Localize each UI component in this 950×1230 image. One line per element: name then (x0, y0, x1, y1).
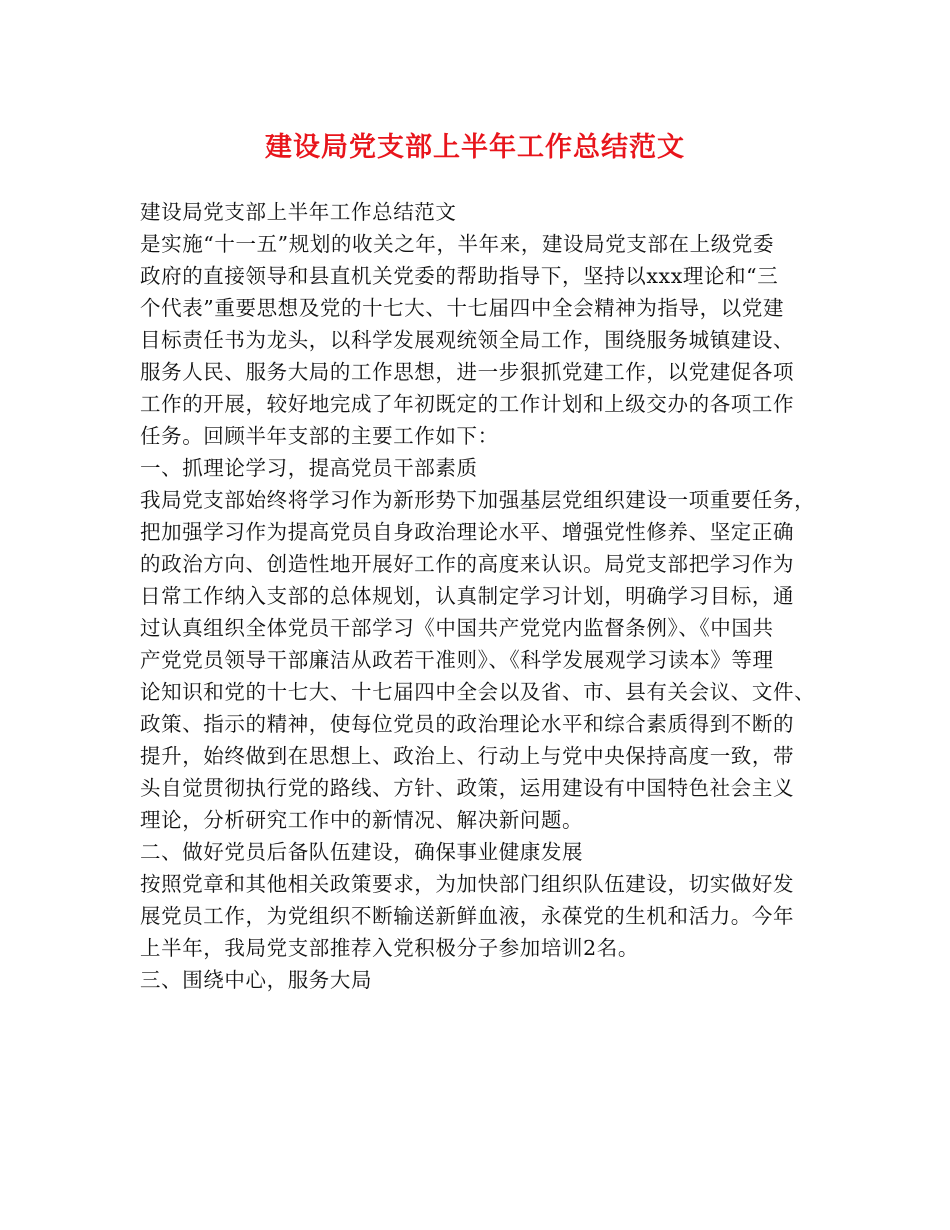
document-body (140, 196, 830, 996)
body-line: 建设局党支部上半年工作总结范文 (140, 200, 457, 224)
body-line: 我局党支部始终将学习作为新形势下加强基层党组织建设一项重要任务， (140, 488, 816, 512)
body-line: 上半年，我局党支部推荐入党积极分子参加培训2名。 (140, 936, 639, 960)
body-line: 把加强学习作为提高党员自身政治理论水平、增强党性修养、坚定正确 (140, 520, 795, 544)
section-heading: 二、做好党员后备队伍建设，确保事业健康发展 (140, 840, 584, 864)
body-line: 日常工作纳入支部的总体规划，认真制定学习计划，明确学习目标，通 (140, 584, 795, 608)
section-heading: 三、围绕中心，服务大局 (140, 968, 373, 992)
section-heading: 一、抓理论学习，提高党员干部素质 (140, 456, 478, 480)
body-line: 工作的开展，较好地完成了年初既定的工作计划和上级交办的各项工作 (140, 392, 795, 416)
body-line: 理论，分析研究工作中的新情况、解决新问题。 (140, 808, 584, 832)
body-line: 任务。回顾半年支部的主要工作如下： (140, 424, 499, 448)
body-line: 过认真组织全体党员干部学习《中国共产党党内监督条例》、《中国共 (140, 616, 774, 640)
body-line: 头自觉贯彻执行党的路线、方针、政策，运用建设有中国特色社会主义 (140, 776, 795, 800)
body-line: 论知识和党的十七大、十七届四中全会以及省、市、县有关会议、文件、 (140, 680, 816, 704)
body-line: 按照党章和其他相关政策要求，为加快部门组织队伍建设，切实做好发 (140, 872, 795, 896)
body-line: 服务人民、服务大局的工作思想，进一步狠抓党建工作，以党建促各项 (140, 360, 795, 384)
body-line: 的政治方向、创造性地开展好工作的高度来认识。局党支部把学习作为 (140, 552, 795, 576)
body-line: 目标责任书为龙头，以科学发展观统领全局工作，围绕服务城镇建设、 (140, 328, 795, 352)
body-line: 政策、指示的精神，使每位党员的政治理论水平和综合素质得到不断的 (140, 712, 795, 736)
body-line: 是实施“十一五”规划的收关之年，半年来，建设局党支部在上级党委 (140, 232, 775, 256)
body-line: 产党党员领导干部廉洁从政若干准则》、《科学发展观学习读本》等理 (140, 648, 774, 672)
body-line: 个代表”重要思想及党的十七大、十七届四中全会精神为指导，以党建 (140, 296, 785, 320)
body-line: 提升，始终做到在思想上、政治上、行动上与党中央保持高度一致，带 (140, 744, 795, 768)
document-title: 建设局党支部上半年工作总结范文 (265, 132, 685, 163)
body-line: 展党员工作，为党组织不断输送新鲜血液，永葆党的生机和活力。今年 (140, 904, 795, 928)
body-line: 政府的直接领导和县直机关党委的帮助指导下，坚持以xxx理论和“三 (140, 264, 779, 288)
